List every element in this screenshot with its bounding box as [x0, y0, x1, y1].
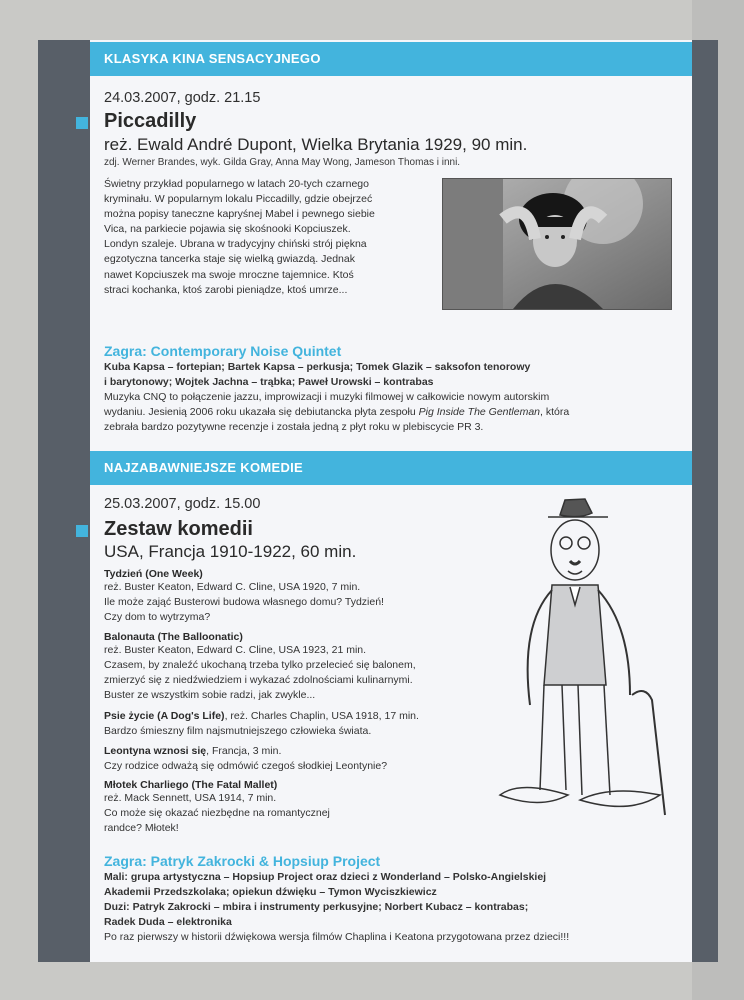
film-entry-fatal-mallet [104, 779, 330, 836]
film-still-illustration [443, 179, 671, 309]
film-entry-line: Co może się okazać niezbędne na romantycznej [104, 807, 330, 819]
film-entry-dogs-life: Psie życie (A Dog's Life), reż. Charles Chaplin, USA 1918, 17 min. Bardzo śmieszny film najsmutniejszego człowieka świata. [104, 710, 419, 737]
album-title: Pig Inside The Gentleman [418, 406, 541, 419]
film-entry-title: Psie życie (A Dog's Life) [104, 710, 225, 722]
film-entry-line: Czy dom to wytrzyma? [104, 611, 211, 623]
section-header-comedies: NAJZABAWNIEJSZE KOMEDIE [90, 451, 692, 485]
film-entry-title: Młotek Charliego (The Fatal Mallet) [104, 779, 278, 791]
film-credits: zdj. Werner Brandes, wyk. Gilda Gray, Anna May Wong, Jameson Thomas i inni. [104, 157, 461, 168]
band-description [104, 390, 664, 435]
closing-note: Po raz pierwszy w historii dźwiękowa wersja filmów Chaplina i Keatona przygotowana przez dzieci!!! [104, 931, 570, 943]
film-entry-line: randce? Młotek! [104, 822, 179, 834]
description-line: egzotyczna tancerka staje się wielką gwiazdą. Jednak [104, 253, 355, 266]
description-line: Świetny przykład popularnego w latach 20-tych czarnego [104, 178, 369, 190]
film-still-photo [442, 178, 672, 310]
title-bullet-1 [76, 117, 88, 129]
band-description-line: wydaniu. Jesienią 2006 roku ukazała się debiutancka płyta zespołu Pig Inside The Gentleman, która [104, 406, 570, 419]
film-entry-line: Czy rodzice odważą się odmówić czegoś słodkiej Leontynie? [104, 760, 388, 772]
film-entry-title: Tydzień (One Week) [104, 568, 203, 580]
musicians-line: Mali: grupa artystyczna – Hopsiup Project oraz dzieci z Wonderland – Polsko-Angielskiej [104, 871, 547, 883]
film-description [104, 177, 434, 298]
film-entry-one-week [104, 568, 384, 625]
musicians-line: Duzi: Patryk Zakrocki – mbira i instrumenty perkusyjne; Norbert Kubacz – kontrabas; [104, 901, 529, 914]
film-entry-leontyna: Leontyna wznosi się, Francja, 3 min. Czy rodzice odważą się odmówić czegoś słodkiej Leontynie? [104, 745, 388, 772]
film-entry-line: Bardzo śmieszny film najsmutniejszego człowieka świata. [104, 725, 372, 737]
musicians-line: Kuba Kapsa – fortepian; Bartek Kapsa – perkusja; Tomek Glazik – saksofon tenorowy [104, 361, 531, 373]
description-line: można popisy taneczne kapryśnej Mabel i pewnego siebie [104, 208, 375, 221]
comedy-set-origin: USA, Francja 1910-1922, 60 min. [104, 542, 357, 561]
film-entry-title: Balonauta (The Balloonatic) [104, 631, 243, 643]
right-gray-band [692, 40, 718, 962]
film-entry-line: Czasem, by znaleźć ukochaną trzeba tylko przelecieć się balonem, [104, 659, 416, 671]
musicians-list-cnq [104, 360, 664, 390]
description-line: kryminału. W popularnym lokalu Piccadilly, gdzie obejrzeć [104, 193, 373, 206]
musicians-line: i barytonowy; Wojtek Jachna – trąbka; Paweł Urowski – kontrabas [104, 376, 434, 389]
screening-date-2: 25.03.2007, godz. 15.00 [104, 496, 261, 512]
film-entry-line: Buster ze wszystkim sobie radzi, jak zwykle... [104, 689, 316, 701]
film-entry-line: reż. Mack Sennett, USA 1914, 7 min. [104, 792, 277, 804]
performer-title-hopsiup: Zagra: Patryk Zakrocki & Hopsiup Project [104, 853, 381, 869]
film-title-comedy-set: Zestaw komedii [104, 518, 253, 540]
film-title-piccadilly: Piccadilly [104, 110, 197, 132]
description-line: Londyn szaleje. Ubrana w tradycyjny chiński strój piękna [104, 238, 367, 251]
chaplin-child-drawing [480, 495, 685, 845]
film-entry-balloonatic [104, 631, 416, 703]
film-entry-title: Leontyna wznosi się [104, 745, 207, 757]
musicians-list-hopsiup [104, 870, 664, 930]
description-line: Vica, na parkiecie pojawia się skośnooki Kopciuszek. [104, 223, 351, 236]
title-bullet-2 [76, 525, 88, 537]
section-header-classics: KLASYKA KINA SENSACYJNEGO [90, 42, 692, 76]
film-entry-line: reż. Buster Keaton, Edward C. Cline, USA 1923, 21 min. [104, 644, 367, 656]
description-line: straci kochanka, ktoś zarobi pieniądze, ktoś umrze... [104, 283, 348, 296]
performer-title-cnq: Zagra: Contemporary Noise Quintet [104, 343, 342, 359]
film-entry-line: Ile może zająć Busterowi budowa własnego domu? Tydzień! [104, 596, 384, 608]
film-entry-line: zmierzyć się z niedźwiedziem i wykazać zdolnościami kulinarnymi. [104, 674, 413, 686]
band-description-line: zebrała bardzo pozytywne recenzje i została jedną z płyt roku w plebiscycie PR 3. [104, 421, 484, 434]
musicians-line: Akademii Przedszkolaka; opiekun dźwięku – Tymon Wyciszkiewicz [104, 886, 437, 899]
left-gray-band [38, 40, 90, 962]
description-line: nawet Kopciuszek ma swoje mroczne tajemnice. Ktoś [104, 268, 354, 281]
musicians-line: Radek Duda – elektronika [104, 916, 232, 929]
screening-date-1: 24.03.2007, godz. 21.15 [104, 90, 261, 106]
film-director-line: reż. Ewald André Dupont, Wielka Brytania 1929, 90 min. [104, 135, 528, 154]
film-entry-line: reż. Buster Keaton, Edward C. Cline, USA 1920, 7 min. [104, 581, 361, 593]
band-description-line: Muzyka CNQ to połączenie jazzu, improwizacji i muzyki filmowej w całkowicie nowym autorskim [104, 391, 550, 403]
